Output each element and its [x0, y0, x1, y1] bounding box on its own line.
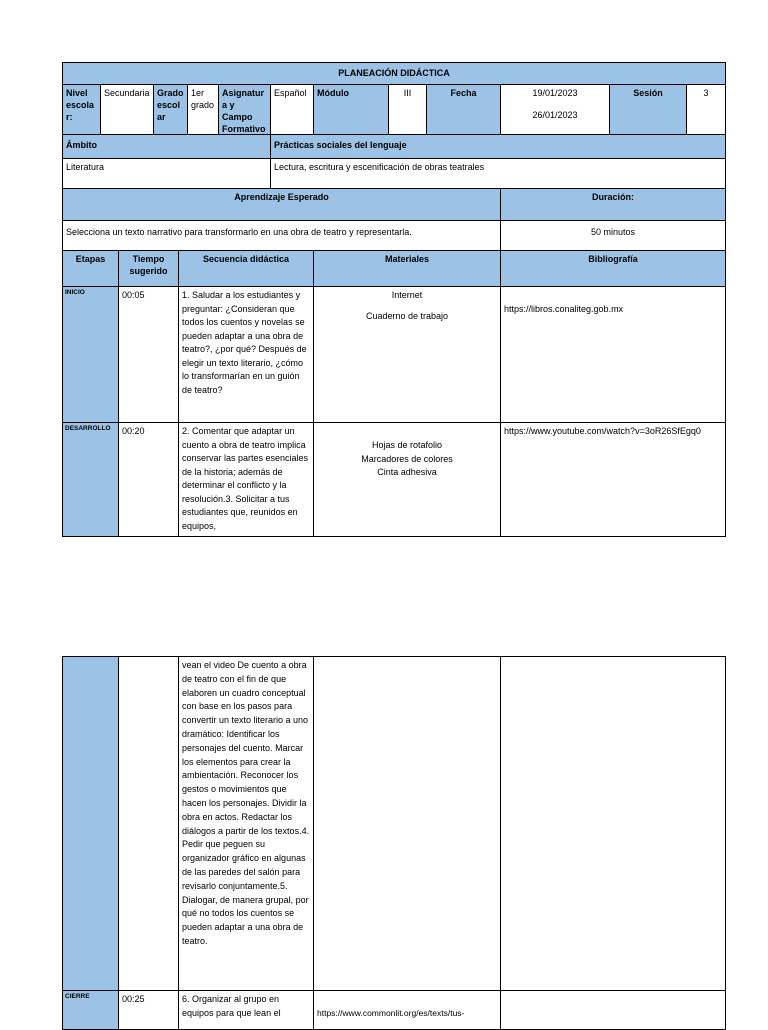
col-secuencia: Secuencia didáctica: [178, 250, 314, 287]
tiempo-cierre: 00:25: [118, 990, 179, 1030]
secuencia-inicio: 1. Saludar a los estudiantes y preguntar: ¿Consideran que todos los cuentos y novelas se pueden adaptar a una obra de teatro?, ¿por qué? Después de elegir un texto literario, ¿cómo lo transformarían en un guión de teatro?: [178, 286, 314, 423]
material-item: Hojas de rotafolio: [371, 440, 443, 450]
bibliografia-inicio[interactable]: https://libros.conaliteg.gob.mx: [500, 286, 726, 423]
materiales-continued: [313, 656, 501, 991]
secuencia-cierre: 6. Organizar al grupo en equipos para que lean el: [178, 990, 314, 1030]
grado-label: Grado escolar: [153, 84, 188, 135]
practicas-label: Prácticas sociales del lenguaje: [270, 134, 726, 159]
material-item: Internet: [391, 290, 423, 300]
etapa-cierre: CIERRE: [62, 990, 119, 1030]
tiempo-desarrollo: 00:20: [118, 422, 179, 537]
page-title: PLANEACIÓN DIDÁCTICA: [62, 62, 726, 85]
nivel-label: Nivel escolar:: [62, 84, 101, 135]
aprendizaje-label: Aprendizaje Esperado: [62, 188, 501, 221]
grado-value: 1er grado: [187, 84, 219, 135]
etapa-continued: [62, 656, 119, 991]
col-materiales: Materiales: [313, 250, 501, 287]
tiempo-inicio: 00:05: [118, 286, 179, 423]
fecha-label: Fecha: [426, 84, 501, 135]
sesion-label: Sesión: [609, 84, 687, 135]
col-tiempo: Tiempo sugerido: [118, 250, 179, 287]
etapa-desarrollo: DESARROLLO: [62, 422, 119, 537]
etapa-inicio: INICIO: [62, 286, 119, 423]
fecha-1: 19/01/2023: [532, 88, 578, 98]
bibliografia-cierre: [500, 990, 726, 1030]
aprendizaje-value: Selecciona un texto narrativo para transformarlo en una obra de teatro y representarla.: [62, 220, 501, 251]
secuencia-desarrollo: 2. Comentar que adaptar un cuento a obra de teatro implica conservar las partes esenciales de la historia; además de determinar el conflicto y la resolución.3. Solicitar a tus estudiantes que, reunidos en equipos,: [178, 422, 314, 537]
practicas-value: Lectura, escritura y escenificación de obras teatrales: [270, 158, 726, 189]
ambito-label: Ámbito: [62, 134, 271, 159]
tiempo-continued: [118, 656, 179, 991]
materiales-cierre[interactable]: https://www.commonlit.org/es/texts/tus-: [313, 990, 501, 1030]
duracion-label: Duración:: [500, 188, 726, 221]
modulo-value: III: [388, 84, 427, 135]
materiales-desarrollo: [313, 422, 501, 537]
materiales-inicio: [313, 286, 501, 423]
col-bibliografia: Bibliografía: [500, 250, 726, 287]
fecha-values: [500, 84, 610, 135]
material-item: Cuaderno de trabajo: [365, 311, 449, 321]
ambito-value: Literatura: [62, 158, 271, 189]
bibliografia-continued: [500, 656, 726, 991]
material-item: Cinta adhesiva: [377, 467, 437, 477]
fecha-2: 26/01/2023: [532, 110, 578, 120]
duracion-value: 50 minutos: [500, 220, 726, 251]
sesion-value: 3: [686, 84, 726, 135]
secuencia-continued: vean el video De cuento a obra de teatro con el fin de que elaboren un cuadro conceptual con base en los pasos para convertir un texto literario a uno dramático: Identificar los personajes del cuento. Marcar los elementos para crear la ambientación. Reconocer los gestos o movimientos que hacen los personajes. Dividir la obra en actos. Redactar los diálogos a partir de los textos.4. Pedir que peguen su organizador gráfico en algunas de las paredes del salón para revisarlo conjuntamente.5. Dialogar, de manera grupal, por qué no todos los cuentos se pueden adaptar a una obra de teatro.: [178, 656, 314, 991]
material-item: Marcadores de colores: [361, 453, 453, 464]
asignatura-label: Asignatura y Campo Formativo: [218, 84, 271, 135]
bibliografia-desarrollo[interactable]: https://www.youtube.com/watch?v=3oR26SfEgq0: [500, 422, 726, 537]
nivel-value: Secundaria: [100, 84, 154, 135]
modulo-label: Módulo: [313, 84, 389, 135]
asignatura-value: Español: [270, 84, 314, 135]
col-etapas: Etapas: [62, 250, 119, 287]
